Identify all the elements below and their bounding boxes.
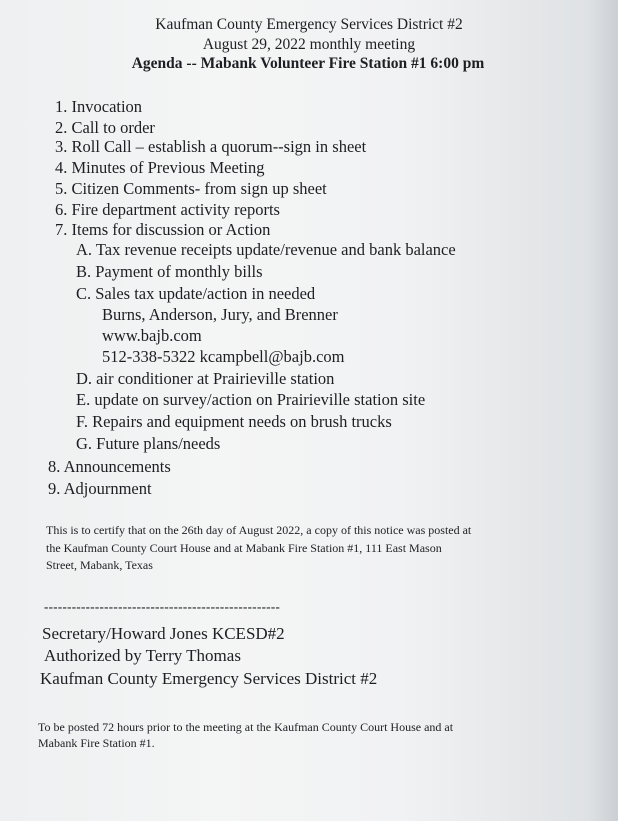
district-signature-line: Kaufman County Emergency Services District #2 (40, 669, 378, 688)
agenda-item-5: 5. Citizen Comments- from sign up sheet (55, 179, 327, 198)
agenda-subitem-g: G. Future plans/needs (76, 434, 221, 453)
signature-rule: --------------------------------------------------- (44, 599, 281, 614)
header-district: Kaufman County Emergency Services District #2 (155, 16, 463, 33)
posting-note-line-1: To be posted 72 hours prior to the meeting at the Kaufman County Court House and at (38, 720, 454, 734)
agenda-item-7: 7. Items for discussion or Action (55, 220, 271, 239)
agenda-item-1: 1. Invocation (55, 97, 143, 116)
agenda-item-6: 6. Fire department activity reports (55, 200, 280, 219)
certify-line-2: the Kaufman County Court House and at Mabank Fire Station #1, 111 East Mason (46, 541, 442, 555)
agenda-item-2: 2. Call to order (55, 118, 155, 137)
agenda-item-3: 3. Roll Call – establish a quorum--sign in sheet (55, 137, 367, 156)
certify-line-1: This is to certify that on the 26th day of August 2022, a copy of this notice was posted at (46, 523, 472, 537)
agenda-subitem-b: B. Payment of monthly bills (76, 262, 263, 281)
agenda-subitem-c-website: www.bajb.com (102, 326, 202, 345)
page-edge-shadow (588, 0, 618, 821)
header-agenda-location: Agenda -- Mabank Volunteer Fire Station #1 6:00 pm (131, 55, 485, 72)
agenda-subitem-c-firm: Burns, Anderson, Jury, and Brenner (102, 305, 338, 324)
agenda-subitem-e: E. update on survey/action on Prairieville station site (76, 390, 426, 409)
agenda-subitem-a: A. Tax revenue receipts update/revenue and bank balance (76, 240, 456, 259)
authorized-line: Authorized by Terry Thomas (44, 646, 241, 665)
header-meeting-date: August 29, 2022 monthly meeting (202, 36, 416, 53)
agenda-item-4: 4. Minutes of Previous Meeting (55, 158, 265, 177)
agenda-item-9: 9. Adjournment (48, 479, 152, 498)
agenda-subitem-d: D. air conditioner at Prairieville station (76, 369, 335, 388)
agenda-subitem-c-contact: 512-338-5322 kcampbell@bajb.com (102, 347, 345, 366)
agenda-item-8: 8. Announcements (48, 457, 171, 476)
agenda-subitem-c: C. Sales tax update/action in needed (76, 284, 316, 303)
agenda-subitem-f: F. Repairs and equipment needs on brush trucks (76, 412, 392, 431)
posting-note-line-2: Mabank Fire Station #1. (38, 736, 155, 750)
secretary-line: Secretary/Howard Jones KCESD#2 (42, 624, 285, 643)
certify-line-3: Street, Mabank, Texas (46, 558, 153, 572)
